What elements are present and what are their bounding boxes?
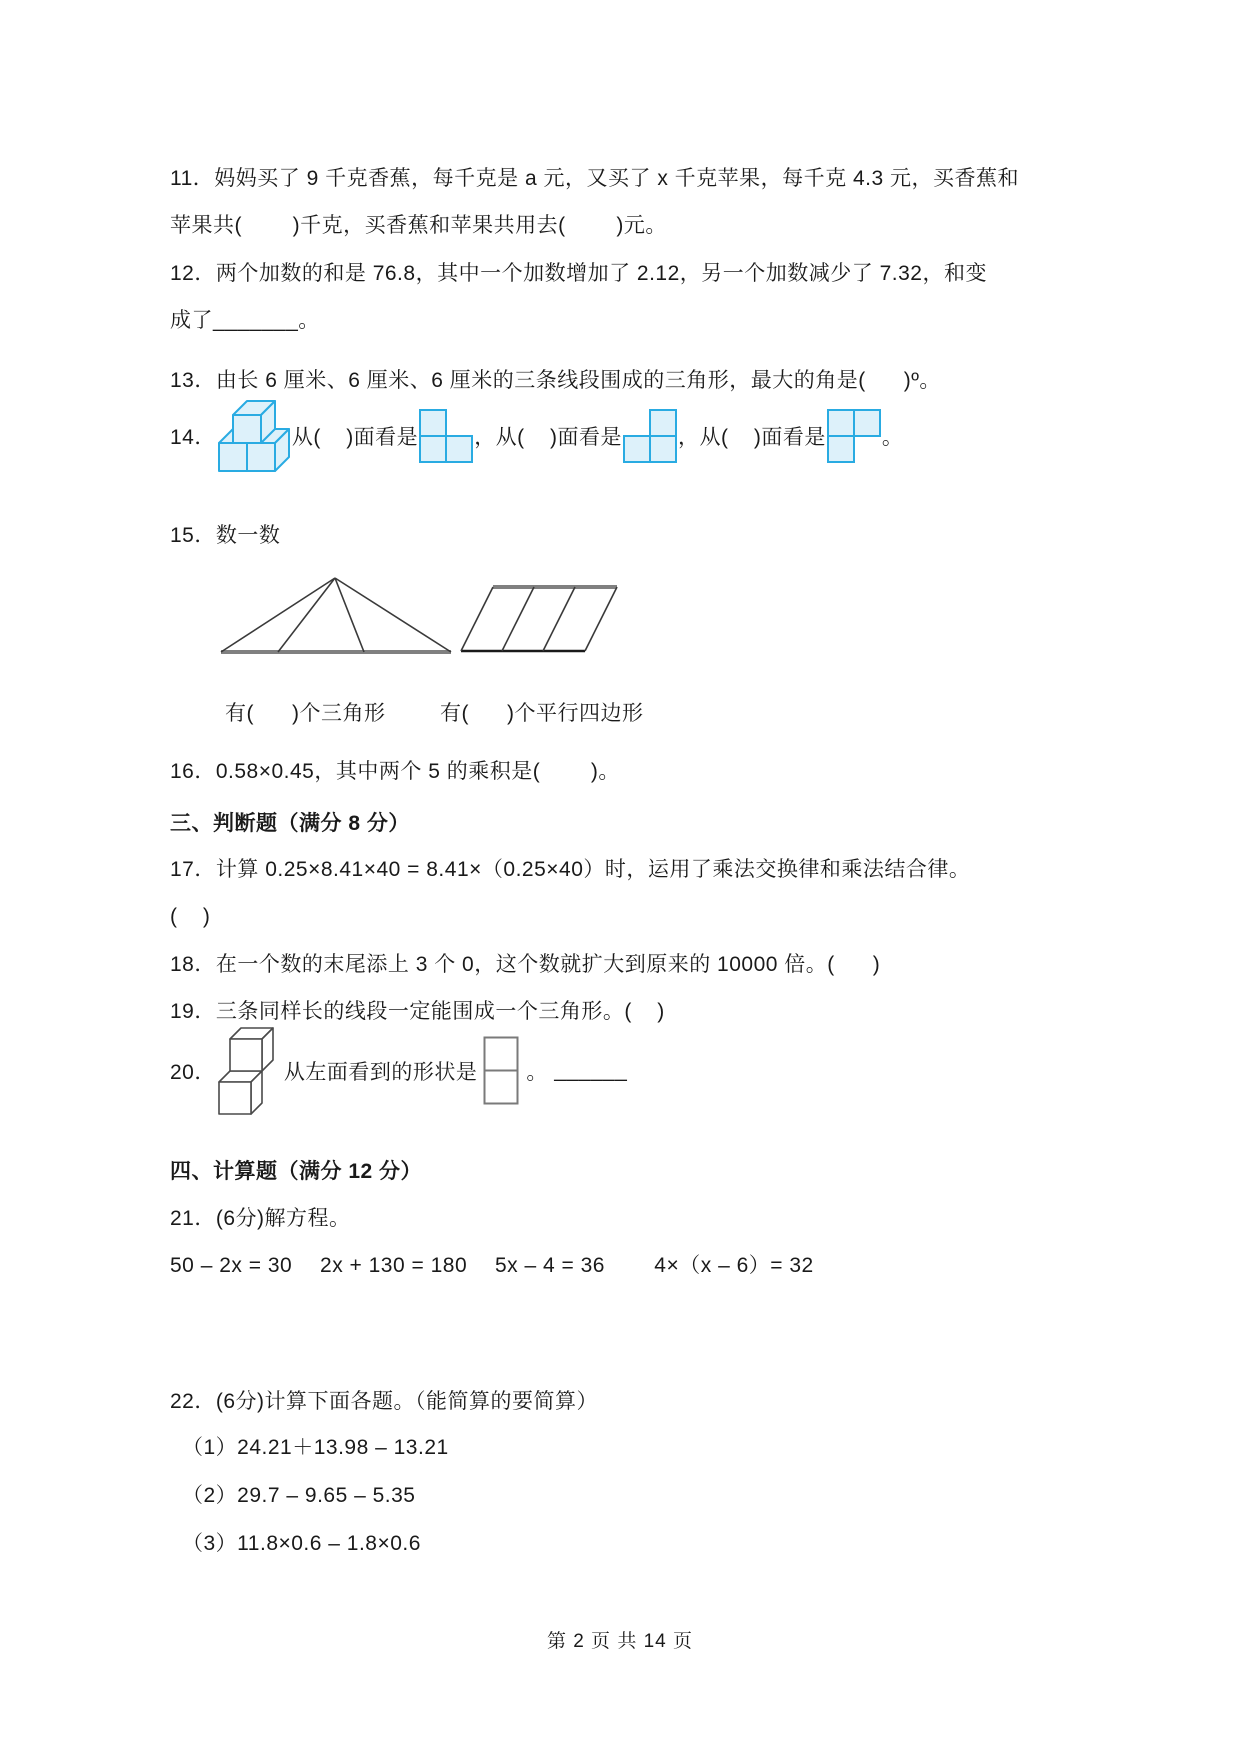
question-12-line-1: 12．两个加数的和是 76.8，其中一个加数增加了 2.12，另一个加数减少了 7.32，和变 (170, 262, 987, 285)
question-14-view-prompt-1: 从( )面看是 (291, 426, 419, 449)
question-11-line-2: 苹果共( )千克，买香蕉和苹果共用去( )元。 (170, 214, 667, 237)
question-14-view-prompt-2: ，从( )面看是 (474, 426, 623, 449)
question-22-item-1: （1）24.21＋13.98 – 13.21 (182, 1436, 449, 1459)
page-number-footer: 第 2 页 共 14 页 (546, 1631, 694, 1652)
question-21-equations: 50 – 2x = 30 2x + 130 = 180 5x – 4 = 36 4×（x – 6）= 32 (170, 1254, 814, 1277)
question-17-line-1: 17．计算 0.25×8.41×40 = 8.41×（0.25×40）时，运用了乘法交换律和乘法结合律。 (170, 858, 971, 881)
two-cube-stack-figure (218, 1026, 276, 1116)
cube-stack-figure (216, 398, 292, 474)
parallelogram-count-label: 有( )个平行四边形 (440, 702, 644, 725)
vertical-domino-figure (483, 1036, 520, 1106)
question-20-number: 20． (170, 1061, 216, 1084)
question-22-item-2: （2）29.7 – 9.65 – 5.35 (182, 1484, 416, 1507)
question-13: 13．由长 6 厘米、6 厘米、6 厘米的三条线段围成的三角形，最大的角是( )º。 (170, 369, 941, 392)
question-11-line-1: 11．妈妈买了 9 千克香蕉，每千克是 a 元，又买了 x 千克苹果，每千克 4.3 元，买香蕉和 (170, 167, 1020, 190)
question-20-blank: ______ (547, 1059, 628, 1082)
parallelogram-count-figure (458, 584, 622, 656)
question-16: 16．0.58×0.45，其中两个 5 的乘积是( )。 (170, 760, 620, 783)
question-17-answer-blank: ( ) (170, 905, 211, 928)
view-shape-bottom-left-tromino (826, 408, 882, 464)
triangle-count-figure (218, 574, 454, 658)
section-3-heading: 三、判断题（满分 8 分） (170, 812, 410, 835)
question-18: 18．在一个数的末尾添上 3 个 0，这个数就扩大到原来的 10000 倍。( ) (170, 953, 881, 976)
question-20-end: 。 (526, 1061, 548, 1084)
question-15-title: 15．数一数 (170, 524, 281, 547)
question-12-line-2: 成了_______。 (170, 309, 320, 332)
question-20-prompt: 从左面看到的形状是 (283, 1061, 478, 1084)
triangle-count-label: 有( )个三角形 (225, 702, 386, 725)
view-shape-top-left-tromino (418, 408, 474, 464)
question-21: 21．(6分)解方程。 (170, 1207, 351, 1230)
question-14 (170, 398, 903, 474)
question-14-view-prompt-3: ，从( )面看是 (678, 426, 826, 449)
question-14-end: 。 (881, 426, 904, 449)
question-22-item-3: （3）11.8×0.6 – 1.8×0.6 (182, 1532, 421, 1555)
question-22: 22．(6分)计算下面各题。（能简算的要简算） (170, 1390, 599, 1413)
question-19: 19．三条同样长的线段一定能围成一个三角形。( ) (170, 1000, 665, 1023)
question-14-number: 14． (170, 426, 216, 449)
section-4-heading: 四、计算题（满分 12 分） (170, 1160, 423, 1183)
question-20 (170, 1026, 627, 1116)
view-shape-top-right-tromino (622, 408, 678, 464)
